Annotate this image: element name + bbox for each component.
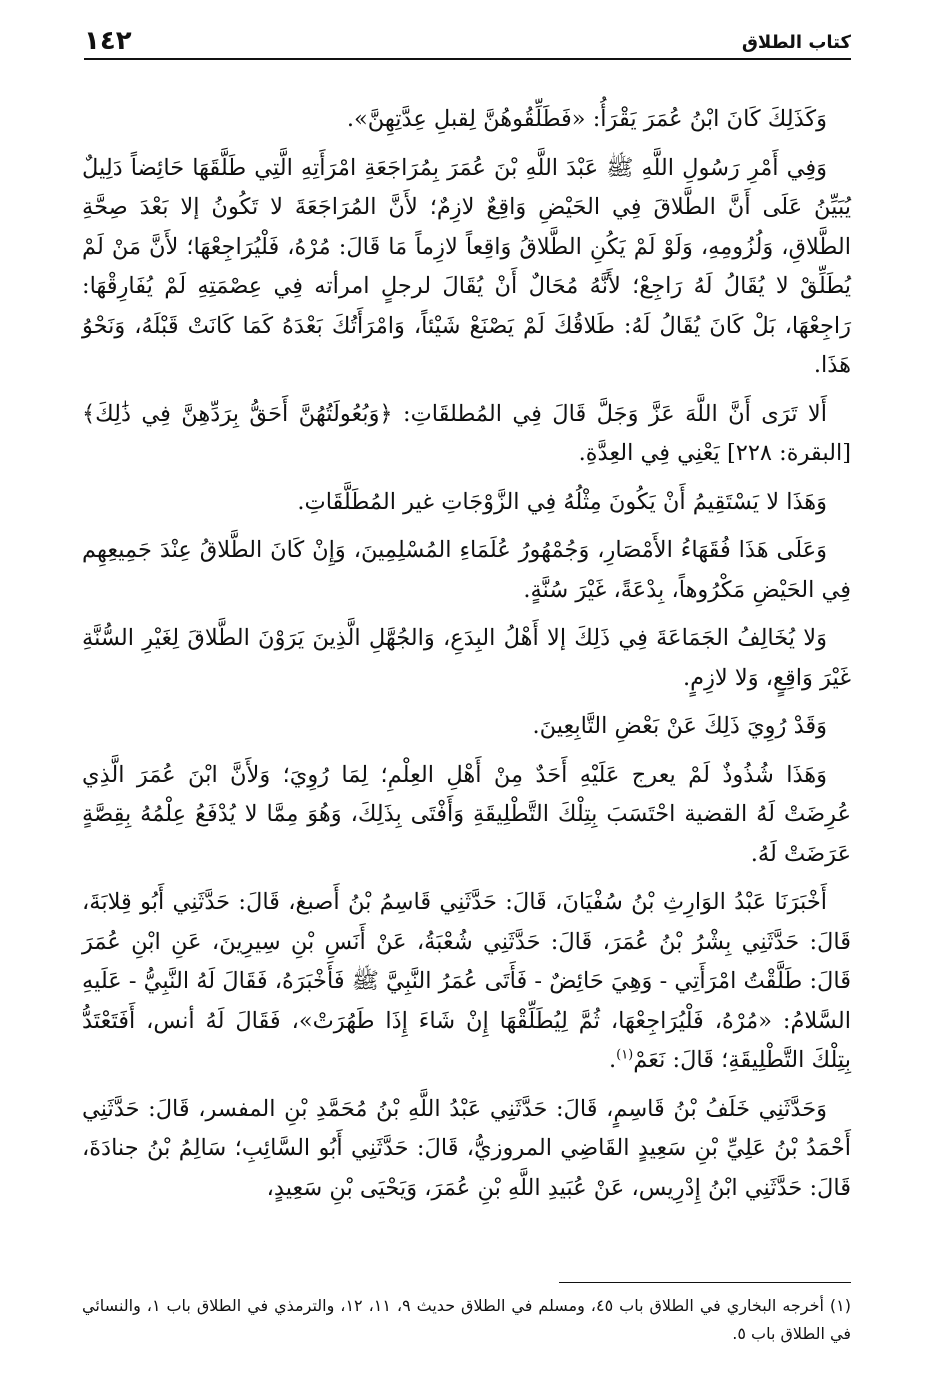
paragraph: وَحَدَّثَنِي خَلَفُ بْنُ قَاسِمٍ، قَالَ: حَدَّثَنِي عَبْدُ اللَّهِ بْنُ مُحَمَّدِ بْنِ المفسر، قَالَ: حَدَّثَنِي أَحْمَدُ بْنُ عَلِيِّ بْنِ سَعِيدٍ القَاضِي المروزيُّ، قَالَ: حَدَّثَنِي أَبُو السَّائِبِ؛ سَالِمُ بْنُ جنادَةَ، قَالَ: حَدَّثَنِي ابْنُ إِدْرِيس، عَنْ عُبَيدِ اللَّهِ بْنِ عُمَرَ، وَيَحْيَى بْنِ سَعِيدٍ، [82, 1095, 851, 1201]
book-title: كتاب الطلاق [741, 32, 851, 53]
paragraph: وَلا يُخَالِفُ الجَمَاعَةَ فِي ذَلِكَ إلا أَهْلُ البِدَعِ، وَالجُهَّلِ الَّذِينَ يَرَوْنَ الطَّلاقَ لِغَيْرِ السُّنَّةِ غَيْرَ وَاقِعٍ، وَلا لازِمٍ. [82, 625, 851, 691]
paragraph: وَكَذَلِكَ كَانَ ابْنُ عُمَرَ يَقْرَأُ: «فَطَلِّقُوهُنَّ لِقبلِ عِدَّتِهِنَّ». [346, 106, 827, 132]
paragraph: أَلا تَرَى أَنَّ اللَّهَ عَزَّ وَجَلَّ قَالَ فِي المُطلقَاتِ: ﴿وَبُعُولَتُهُنَّ أَحَقُّ بِرَدِّهِنَّ فِي ذَٰلِكَ﴾ [البقرة: ٢٢٨] يَعْنِي فِي العِدَّةِ. [82, 400, 851, 466]
footnote: (١) أخرجه البخاري في الطلاق باب ٤٥، ومسلم في الطلاق حديث ٩، ١١، ١٢، والترمذي في الطلاق باب ١، والنسائي في الطلاق باب ٥. [82, 1296, 852, 1343]
footnote-divider [559, 1282, 851, 1283]
footnotes [82, 1292, 851, 1348]
footnote-reference: (١) [616, 1047, 634, 1063]
paragraph: وَهَذَا شُذُوذٌ لَمْ يعرج عَلَيْهِ أَحَدٌ مِنْ أَهْلِ العِلْمِ؛ لِمَا رُوِيَ؛ وَلأَنَّ ابْنَ عُمَرَ الَّذِي عُرِضَتْ لَهُ القضية احْتَسَبَ بِتِلْكَ التَّطْلِيقَةِ وَأَفْتَى بِذَلِكَ، وَهُوَ مِمَّا لا يُدْفَعُ عِلْمُهُ بِقِصَّةٍ عَرَضَتْ لَهُ. [82, 761, 851, 867]
paragraph: وَفِي أَمْرِ رَسُولِ اللَّهِ ﷺ عَبْدَ اللَّهِ بْنَ عُمَرَ بِمُرَاجَعَةِ امْرَأَتِهِ الَّتِي طَلَّقَهَا حَائِضاً دَلِيلٌ يُبَيِّنُ عَلَى أَنَّ الطَّلاقَ فِي الحَيْضِ وَاقِعٌ لازِمٌ؛ لأَنَّ المُرَاجَعَةَ لا تَكُونُ إلا بَعْدَ صِحَّةِ الطَّلاقِ، وَلُزُومِهِ، وَلَوْ لَمْ يَكُنِ الطَّلاقُ وَاقِعاً لازِماً مَا قَالَ: مُرْهُ، فَلْيُرَاجِعْهَا؛ لأَنَّ مَنْ لَمْ يُطَلِّقْ لا يُقَالُ لَهُ رَاجِعْ؛ لأَنَّهُ مُحَالٌ أَنْ يُقَالَ لرجلٍ امرأته فِي عِصْمَتِهِ لَمْ يُفَارِقْهَا: رَاجِعْهَا، بَلْ كَانَ يُقَالُ لَهُ: طَلاقُكَ لَمْ يَصْنَعْ شَيْئاً، وَامْرَأَتُكَ بَعْدَهُ كَمَا كَانَتْ قَبْلَهُ، وَنَحْوُ هَذَا. [82, 154, 851, 378]
sentence-end: . [608, 1047, 617, 1073]
main-text [82, 100, 851, 1217]
page-number: ١٤٢ [84, 26, 132, 56]
paragraph-with-footnote [82, 883, 851, 1081]
paragraph: وَهَذَا لا يَسْتَقِيمُ أَنْ يَكُونَ مِثْلُهُ فِي الزَّوْجَاتِ غير المُطَلَّقَاتِ. [297, 488, 827, 515]
paragraph-text: أَخْبَرَنَا عَبْدُ الوَارِثِ بْنُ سُفْيَانَ، قَالَ: حَدَّثَنِي قَاسِمُ بْنُ أَصبغ، قَالَ: حَدَّثَنِي أَبُو قِلابَةَ، قَالَ: حَدَّثَنِي بِشْرُ بْنُ عُمَرَ، قَالَ: حَدَّثَنِي شُعْبَةُ، عَنْ أَنَسِ بْنِ سِيرِينَ، عَنِ ابْنِ عُمَرَ قَالَ: طَلَّقْتُ امْرَأَتِي - وَهِيَ حَائِضٌ - فَأَتَى عُمَرُ النَّبِيَّ ﷺ فَأَخْبَرَهُ، فَقَالَ لَهُ النَّبِيُّ - عَلَيهِ السَّلامُ: «مُرْهُ، فَلْيُرَاجِعْهَا، ثُمَّ لِيُطَلِّقْهَا إِنْ شَاءَ إِذَا طَهُرَتْ»، فَقَالَ لَهُ أنس، أَفَتَعْتَدُّ بِتِلْكَ التَّطْلِيقَةِ؛ قَالَ: نَعَمْ [82, 889, 851, 1073]
paragraph: وَقَدْ رُوِيَ ذَلِكَ عَنْ بَعْضِ التَّابِعِينَ. [532, 713, 827, 739]
running-header [84, 26, 851, 60]
paragraph: وَعَلَى هَذَا فُقَهَاءُ الأَمْصَارِ، وَجُمْهُورُ عُلَمَاءِ المُسْلِمِينَ، وَإِنْ كَانَ الطَّلاقُ عِنْدَ جَمِيعِهِم فِي الحَيْضِ مَكْرُوهاً، بِدْعَةً، غَيْرَ سُنَّةٍ. [82, 537, 851, 603]
